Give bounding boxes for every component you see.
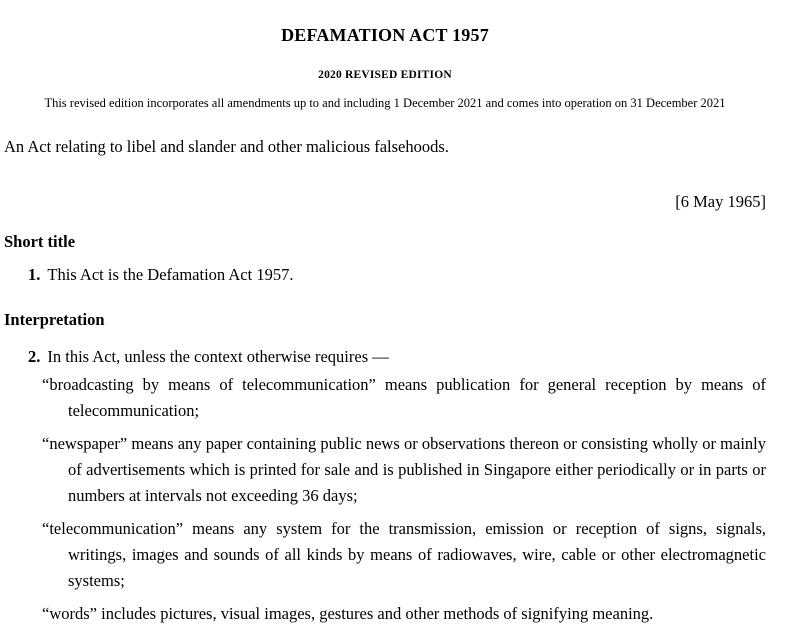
edition-label: 2020 REVISED EDITION (318, 69, 452, 81)
definition-words: “words” includes pictures, visual images, gestures and other methods of signifying meaning. (42, 604, 654, 623)
act-title: DEFAMATION ACT 1957 (281, 25, 489, 45)
section-1-text: This Act is the Defamation Act 1957. (47, 265, 294, 284)
revision-note: This revised edition incorporates all amendments up to and including 1 December 2021 and comes into operation on 31 December 2021 (44, 96, 726, 110)
definition-telecommunication: “telecommunication” means any system for the transmission, emission or reception of signs, signals, writings, images and sounds of all kinds by means of radiowaves, wire, cable or other electromagnetic systems; (42, 519, 766, 590)
definition-broadcasting: “broadcasting by means of telecommunication” means publication for general reception by means of telecommunication; (42, 375, 766, 420)
section-2-text: In this Act, unless the context otherwise requires — (47, 347, 389, 366)
section-heading-interpretation: Interpretation (4, 310, 105, 329)
section-1 (4, 262, 766, 288)
long-title: An Act relating to libel and slander and other malicious falsehoods. (4, 137, 449, 156)
section-heading-short-title: Short title (4, 232, 76, 251)
section-2 (4, 344, 766, 370)
definition-newspaper: “newspaper” means any paper containing public news or observations thereon or consisting wholly or mainly of advertisements which is printed for sale and is published in Singapore either periodically or in parts or numbers at intervals not exceeding 36 days; (42, 434, 766, 505)
section-2-number: 2. (28, 347, 41, 366)
commencement-date: [6 May 1965] (675, 192, 766, 211)
section-1-number: 1. (28, 265, 41, 284)
